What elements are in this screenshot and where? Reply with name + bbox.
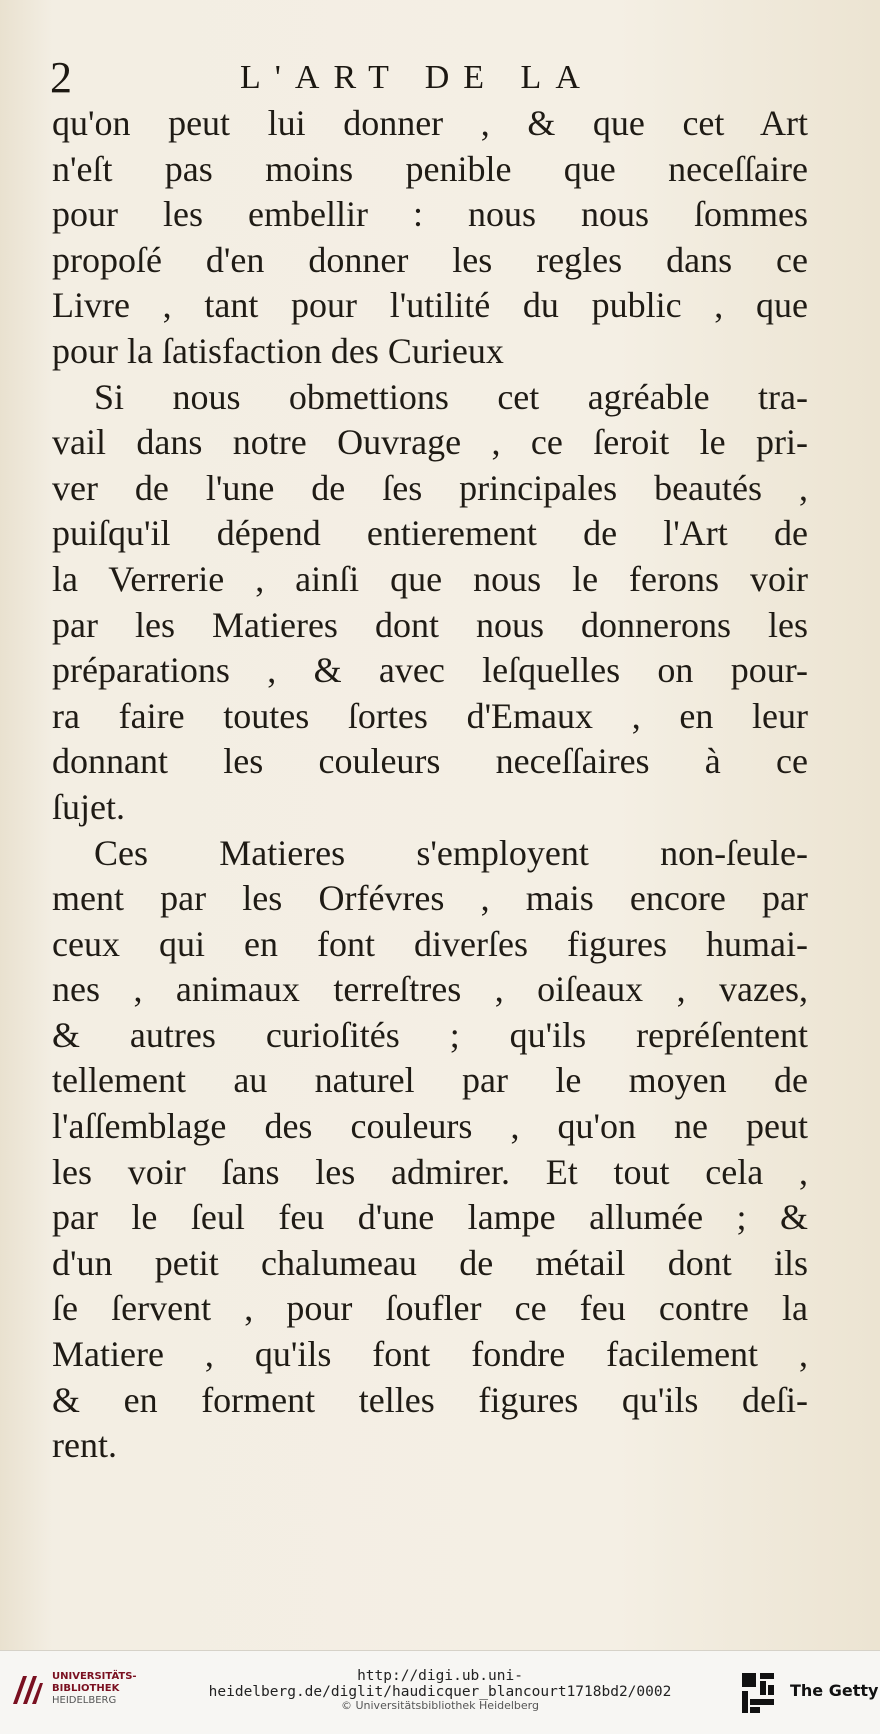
text-line: ſujet. <box>52 786 125 827</box>
text-line: n'eſt pas moins penible que neceſſaire <box>52 148 808 189</box>
text-line: ceux qui en font diverſes figures humai- <box>52 923 808 964</box>
text-line: Matiere , qu'ils font fondre facilement , <box>52 1334 808 1375</box>
body-text <box>52 101 808 1469</box>
text-line: nes , animaux terreſtres , oiſeaux , vazes, <box>52 969 808 1010</box>
partner-name: The Getty <box>790 1681 879 1700</box>
text-line: vail dans notre Ouvrage , ce ſeroit le pri- <box>52 422 808 463</box>
library-name-line: BIBLIOTHEK <box>52 1683 120 1694</box>
text-line: & en forment telles figures qu'ils deſi- <box>52 1379 808 1420</box>
text-line: les voir ſans les admirer. Et tout cela , <box>52 1151 808 1192</box>
getty-logo-icon <box>740 1671 776 1715</box>
text-line: Livre , tant pour l'utilité du public , que <box>52 285 808 326</box>
text-line: Ces Matieres s'employent non-ſeule- <box>94 832 808 873</box>
library-name-line: HEIDELBERG <box>52 1695 117 1706</box>
text-line: qu'on peut lui donner , & que cet Art <box>52 103 808 143</box>
library-name-line: UNIVERSITÄTS- <box>52 1671 137 1682</box>
text-line: ra faire toutes ſortes d'Emaux , en leur <box>52 695 808 736</box>
university-library-logo-icon <box>10 1673 44 1707</box>
text-line: la Verrerie , ainſi que nous le ferons voir <box>52 558 808 599</box>
text-line: pour la ſatisfaction des Curieux <box>52 330 504 371</box>
viewer-footer <box>0 1650 880 1734</box>
text-line: tellement au naturel par le moyen de <box>52 1060 808 1101</box>
text-line: par le ſeul feu d'une lampe allumée ; & <box>52 1197 808 1238</box>
text-line: pour les embellir : nous nous ſommes <box>52 194 808 235</box>
text-line: ver de l'une de ſes principales beautés , <box>52 467 808 508</box>
page-number: 2 <box>50 53 72 102</box>
text-line: & autres curioſités ; qu'ils repréſentent <box>52 1014 808 1055</box>
text-line: préparations , & avec leſquelles on pour- <box>52 650 808 691</box>
text-line: rent. <box>52 1425 117 1466</box>
text-line: ſe ſervent , pour ſoufler ce feu contre la <box>52 1288 808 1329</box>
page-header <box>50 48 830 108</box>
text-line: d'un petit chalumeau de métail dont ils <box>52 1242 808 1283</box>
text-line: l'aſſemblage des couleurs , qu'on ne peut <box>52 1106 808 1147</box>
permalink-url[interactable]: http://digi.ub.uni-heidelberg.de/diglit/haudicquer_blancourt1718bd2/0002 <box>208 1668 672 1700</box>
text-line: par les Matieres dont nous donnerons les <box>52 604 808 645</box>
running-head: L'ART DE LA <box>240 59 594 96</box>
library-name <box>52 1671 142 1707</box>
text-line: Si nous obmettions cet agréable tra- <box>94 376 808 417</box>
text-line: puiſqu'il dépend entierement de l'Art de <box>52 513 808 554</box>
copyright-notice: © Universitätsbibliothek Heidelberg <box>340 1699 539 1712</box>
text-line: donnant les couleurs neceſſaires à ce <box>52 741 808 782</box>
text-line: ment par les Orfévres , mais encore par <box>52 878 808 919</box>
text-line: propoſé d'en donner les regles dans ce <box>52 239 808 280</box>
